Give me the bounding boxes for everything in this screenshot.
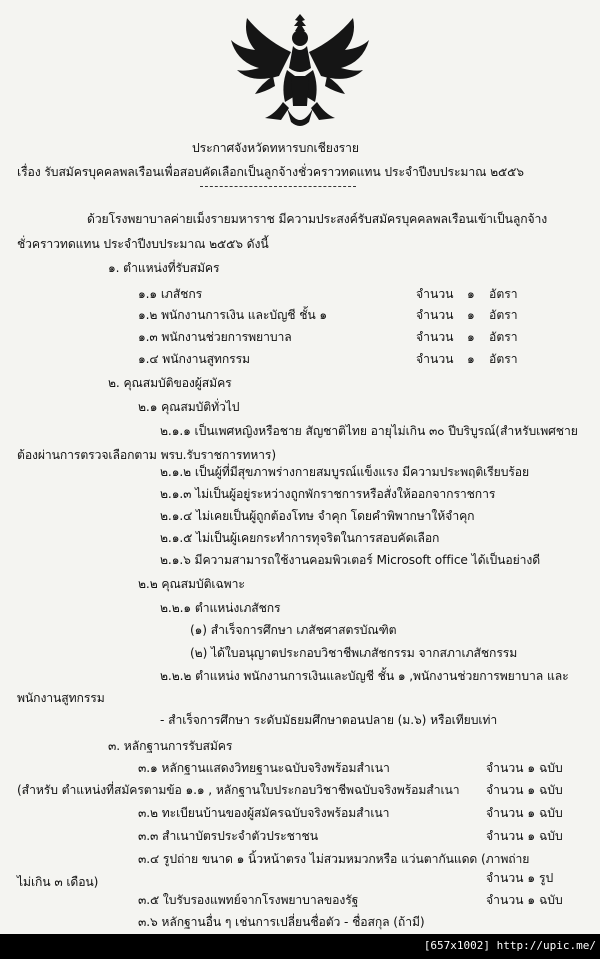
document-item: ๓.๒ ทะเบียนบ้านของผู้สมัครฉบับจริงพร้อมสำเนา [138, 806, 390, 820]
qualification-2-1-1: ๒.๑.๑ เป็นเพศหญิงหรือชาย สัญชาติไทย อายุไม่เกิน ๓๐ ปีบริบูรณ์(สำหรับเพศชาย [160, 424, 578, 438]
position-name: ๑.๒ พนักงานการเงิน และบัญชี ชั้น ๑ [138, 308, 328, 322]
document-qty: จำนวน ๑ ฉบับ [486, 761, 563, 775]
announcement-subject: เรื่อง รับสมัครบุคคลพลเรือนเพื่อสอบคัดเลือกเป็นลูกจ้างชั่วคราวทดแทน ประจำปีงบประมาณ ๒๕๕๖ [17, 165, 524, 179]
qualification-2-2-1: ๒.๒.๑ ตำแหน่งเภสัชกร [160, 601, 281, 615]
medical-certificate: ๓.๕ ใบรับรองแพทย์จากโรงพยาบาลของรัฐ [138, 893, 359, 907]
position-qty: ๑ [467, 287, 475, 301]
intro-line-2: ชั่วคราวทดแทน ประจำปีงบประมาณ ๒๕๕๖ ดังนี้ [17, 237, 269, 251]
section-3-heading: ๓. หลักฐานการรับสมัคร [108, 739, 233, 753]
photo-requirement-cont: ไม่เกิน ๓ เดือน) [17, 875, 99, 889]
qualification-2-1-6: ๒.๑.๖ มีความสามารถใช้งานคอมพิวเตอร์ Microsoft office ได้เป็นอย่างดี [160, 553, 541, 567]
document-qty: จำนวน ๑ ฉบับ [486, 829, 563, 843]
position-qty: ๑ [467, 330, 475, 344]
position-unit: อัตรา [489, 287, 518, 301]
qualification-2-1-5: ๒.๑.๕ ไม่เป็นผู้เคยกระทำการทุจริตในการสอบคัดเลือก [160, 531, 440, 545]
qualification-2-1-2: ๒.๑.๒ เป็นผู้ที่มีสุขภาพร่างกายสมบูรณ์แข็งแรง มีความประพฤติเรียบร้อย [160, 465, 530, 479]
qualification-2-1-4: ๒.๑.๔ ไม่เคยเป็นผู้ถูกต้องโทษ จำคุก โดยคำพิพากษาให้จำคุก [160, 509, 475, 523]
section-1-heading: ๑. ตำแหน่งที่รับสมัคร [108, 261, 220, 275]
other-documents: ๓.๖ หลักฐานอื่น ๆ เช่นการเปลี่ยนชื่อตัว - ชื่อสกุล (ถ้ามี) [138, 915, 425, 929]
position-name: ๑.๑ เภสัชกร [138, 287, 203, 301]
position-qty-label: จำนวน [416, 308, 454, 322]
position-qty-label: จำนวน [416, 287, 454, 301]
position-name: ๑.๓ พนักงานช่วยการพยาบาล [138, 330, 292, 344]
section-2-heading: ๒. คุณสมบัติของผู้สมัคร [108, 376, 232, 390]
qualification-2-1-1-cont: ต้องผ่านการตรวจเลือกตาม พรบ.รับราชการทหาร) [17, 448, 277, 462]
position-name: ๑.๔ พนักงานสูทกรรม [138, 352, 250, 366]
position-unit: อัตรา [489, 330, 518, 344]
document-item: (สำหรับ ตำแหน่งที่สมัครตามข้อ ๑.๑ , หลักฐานใบประกอบวิชาชีพฉบับจริงพร้อมสำเนา [17, 783, 460, 797]
position-unit: อัตรา [489, 308, 518, 322]
watermark-text: [657x1002] http://upic.me/ [423, 939, 596, 952]
qualification-2-2-2-education: - สำเร็จการศึกษา ระดับมัธยมศึกษาตอนปลาย (ม.๖) หรือเทียบเท่า [160, 713, 498, 727]
position-qty-label: จำนวน [416, 352, 454, 366]
photo-qty: จำนวน ๑ รูป [486, 871, 554, 885]
position-qty-label: จำนวน [416, 330, 454, 344]
position-qty: ๑ [467, 308, 475, 322]
qualification-2-2-1-b: (๒) ได้ใบอนุญาตประกอบวิชาชีพเภสัชกรรม จากสภาเภสัชกรรม [190, 646, 518, 660]
qualification-2-2-2: ๒.๒.๒ ตำแหน่ง พนักงานการเงินและบัญชี ชั้น ๑ ,พนักงานช่วยการพยาบาล และ [160, 669, 569, 683]
medical-qty: จำนวน ๑ ฉบับ [486, 893, 563, 907]
position-unit: อัตรา [489, 352, 518, 366]
document-qty: จำนวน ๑ ฉบับ [486, 806, 563, 820]
photo-requirement: ๓.๔ รูปถ่าย ขนาด ๑ นิ้วหน้าตรง ไม่สวมหมวกหรือ แว่นตากันแดด (ภาพถ่าย [138, 852, 530, 866]
qualification-2-2-2-cont: พนักงานสูทกรรม [17, 691, 105, 705]
garuda-emblem [225, 10, 375, 135]
specific-qualifications-heading: ๒.๒ คุณสมบัติเฉพาะ [138, 577, 245, 591]
announcement-title: ประกาศจังหวัดทหารบกเชียงราย [192, 141, 359, 155]
qualification-2-2-1-a: (๑) สำเร็จการศึกษา เภสัชศาสตรบัณฑิต [190, 623, 397, 637]
qualification-2-1-3: ๒.๑.๓ ไม่เป็นผู้อยู่ระหว่างถูกพักราชการหรือสั่งให้ออกจากราชการ [160, 487, 496, 501]
divider [200, 186, 356, 187]
general-qualifications-heading: ๒.๑ คุณสมบัติทั่วไป [138, 400, 240, 414]
document-item: ๓.๓ สำเนาบัตรประจำตัวประชาชน [138, 829, 318, 843]
document-qty: จำนวน ๑ ฉบับ [486, 783, 563, 797]
position-qty: ๑ [467, 352, 475, 366]
document-item: ๓.๑ หลักฐานแสดงวิทยฐานะฉบับจริงพร้อมสำเนา [138, 761, 390, 775]
intro-line-1: ด้วยโรงพยาบาลค่ายเม็งรายมหาราช มีความประสงค์รับสมัครบุคคลพลเรือนเข้าเป็นลูกจ้าง [87, 212, 548, 226]
